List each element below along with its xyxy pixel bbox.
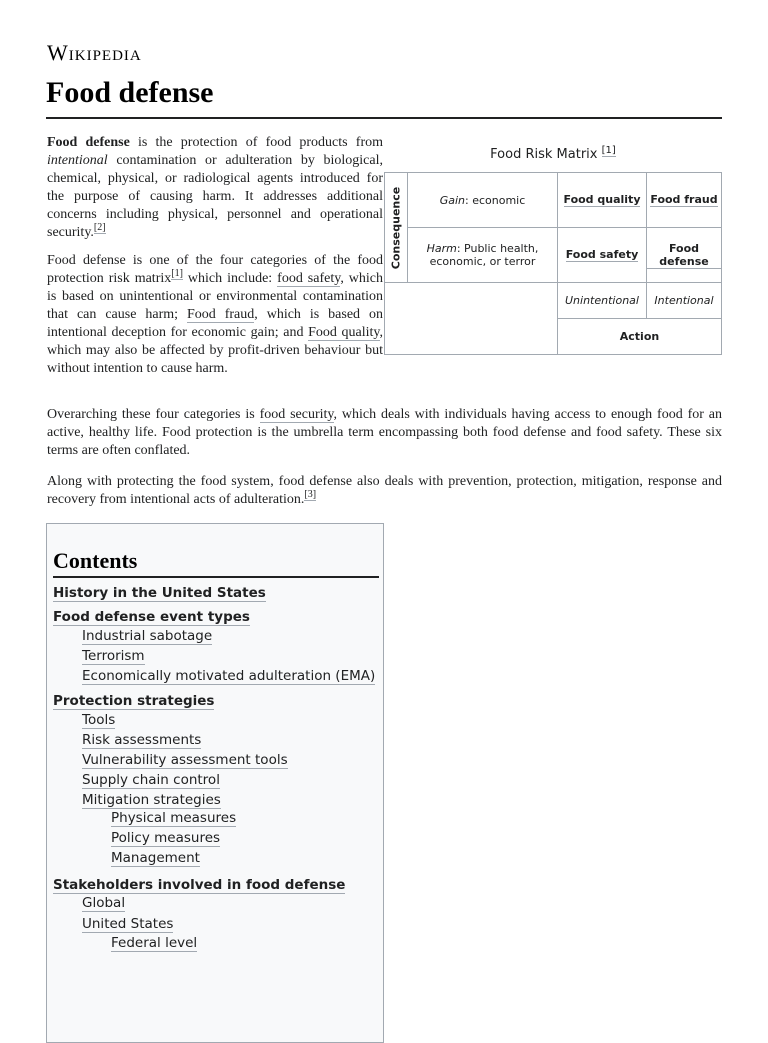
food-defense-cell[interactable]: Food defense bbox=[646, 227, 722, 283]
food-quality-cell[interactable]: Food quality bbox=[557, 172, 647, 228]
reference-link[interactable]: [1] bbox=[171, 268, 183, 280]
wikipedia-logo[interactable]: Wikipedia bbox=[47, 40, 142, 65]
food-security-link[interactable]: food security bbox=[259, 407, 334, 422]
harm-row-label: Harm: Public health, economic, or terror bbox=[407, 227, 558, 283]
consequence-axis-label: Consequence bbox=[384, 172, 408, 283]
reference-link[interactable]: [1] bbox=[601, 144, 616, 156]
toc-item-industrial-sabotage[interactable]: Industrial sabotage bbox=[82, 628, 213, 644]
toc-item-terrorism[interactable]: Terrorism bbox=[82, 648, 145, 664]
unintentional-label: Unintentional bbox=[557, 282, 647, 319]
toc-item-vulnerability-tools[interactable]: Vulnerability assessment tools bbox=[82, 752, 288, 768]
gain-row-label: Gain: economic bbox=[407, 172, 558, 228]
toc-item-management[interactable]: Management bbox=[111, 850, 200, 866]
table-of-contents bbox=[46, 523, 384, 1043]
reference-link[interactable]: [3] bbox=[304, 489, 317, 501]
food-quality-link[interactable]: Food quality bbox=[308, 325, 380, 340]
toc-item-stakeholders[interactable]: Stakeholders involved in food defense bbox=[53, 877, 346, 893]
toc-item-physical-measures[interactable]: Physical measures bbox=[111, 810, 237, 826]
toc-item-risk-assessments[interactable]: Risk assessments bbox=[82, 732, 202, 748]
toc-item-supply-chain[interactable]: Supply chain control bbox=[82, 772, 220, 788]
toc-item-protection-strategies[interactable]: Protection strategies bbox=[53, 693, 215, 709]
toc-item-policy-measures[interactable]: Policy measures bbox=[111, 830, 221, 846]
scope-paragraph: Along with protecting the food system, food defense also deals with prevention, protection, mitigation, response and recovery from intentional acts of adulteration.[3] bbox=[47, 474, 722, 507]
toc-item-tools[interactable]: Tools bbox=[82, 712, 116, 728]
food-fraud-link[interactable]: Food fraud bbox=[186, 307, 255, 322]
bold-term: Food defense bbox=[47, 135, 130, 150]
action-axis-label: Action bbox=[557, 318, 722, 355]
matrix-caption: Food Risk Matrix [1] bbox=[490, 144, 616, 162]
food-safety-link[interactable]: food safety bbox=[277, 271, 341, 286]
food-fraud-cell[interactable]: Food fraud bbox=[646, 172, 722, 228]
toc-title: Contents bbox=[53, 548, 138, 573]
matrix-empty-corner bbox=[384, 282, 558, 355]
toc-item-global[interactable]: Global bbox=[82, 895, 126, 911]
intentional-label: Intentional bbox=[646, 282, 722, 319]
food-safety-cell[interactable]: Food safety bbox=[557, 227, 647, 283]
toc-item-history[interactable]: History in the United States bbox=[53, 585, 266, 601]
toc-divider bbox=[53, 576, 379, 578]
toc-item-mitigation[interactable]: Mitigation strategies bbox=[82, 792, 221, 808]
page-title: Food defense bbox=[46, 76, 214, 109]
categories-paragraph: Food defense is one of the four categories of the food protection risk matrix[1] which include: food safety, which is based on unintentional or environmental contamination that can cause harm; Food fraud, which is based on intentional deception for economic gain; and Food quality, which may also be affected by profit-driven behaviour but without intention to cause harm. bbox=[47, 253, 383, 376]
toc-item-federal-level[interactable]: Federal level bbox=[111, 935, 198, 951]
intro-paragraph: Food defense is the protection of food products from intentional contamination or adulteration by biological, chemical, physical, or radiological agents introduced for the purpose of causing harm. It addresses additional concerns including physical, personnel and operational security.[2] bbox=[47, 135, 383, 240]
emphasis: intentional bbox=[47, 153, 108, 168]
title-divider bbox=[46, 117, 722, 119]
food-security-paragraph: Overarching these four categories is food security, which deals with individuals having access to enough food for an active, healthy life. Food protection is the umbrella term encompassing both food defense and food safety. These six terms are often conflated. bbox=[47, 407, 723, 458]
toc-item-united-states[interactable]: United States bbox=[82, 916, 174, 932]
toc-item-ema[interactable]: Economically motivated adulteration (EMA) bbox=[82, 668, 376, 684]
toc-item-event-types[interactable]: Food defense event types bbox=[53, 609, 250, 625]
reference-link[interactable]: [2] bbox=[93, 222, 106, 234]
